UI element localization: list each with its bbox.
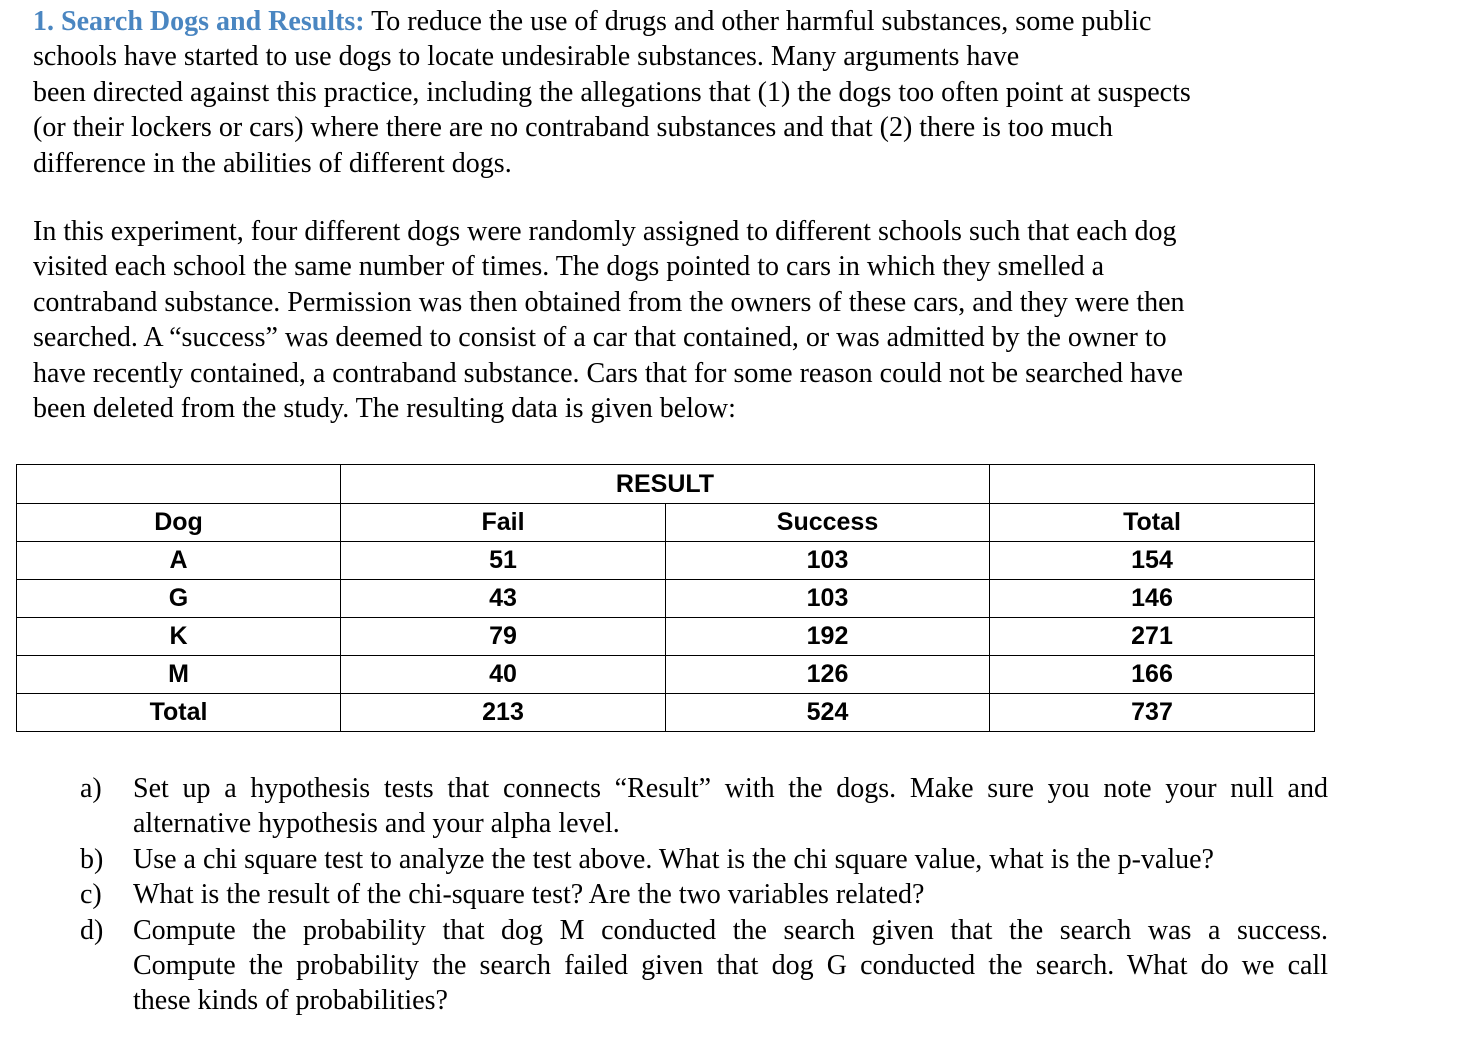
question-a bbox=[80, 771, 1328, 842]
table-row bbox=[17, 656, 1315, 694]
column-header-total: Total bbox=[990, 504, 1315, 542]
experiment-line: have recently contained, a contraband substance. Cars that for some reason could not be searched have bbox=[33, 357, 1183, 389]
total-cell: 271 bbox=[990, 618, 1315, 656]
total-cell: 166 bbox=[990, 656, 1315, 694]
intro-paragraph bbox=[33, 4, 1191, 181]
dog-cell: Total bbox=[17, 694, 341, 732]
question-b bbox=[80, 842, 1328, 877]
table-row bbox=[17, 580, 1315, 618]
success-cell: 103 bbox=[666, 580, 990, 618]
success-cell: 192 bbox=[666, 618, 990, 656]
question-line: What is the result of the chi-square test? Are the two variables related? bbox=[133, 879, 925, 911]
question-list bbox=[80, 771, 1328, 1019]
column-header-fail: Fail bbox=[341, 504, 666, 542]
dog-cell: M bbox=[17, 656, 341, 694]
intro-text: To reduce the use of drugs and other harmful substances, some public bbox=[364, 6, 1152, 37]
fail-cell: 43 bbox=[341, 580, 666, 618]
intro-line: difference in the abilities of different dogs. bbox=[33, 147, 512, 179]
intro-line: (or their lockers or cars) where there are no contraband substances and that (2) there is too much bbox=[33, 112, 1113, 144]
intro-line: schools have started to use dogs to locate undesirable substances. Many arguments have bbox=[33, 41, 1020, 73]
success-cell: 103 bbox=[666, 542, 990, 580]
total-cell: 737 bbox=[990, 694, 1315, 732]
table-row bbox=[17, 618, 1315, 656]
total-cell: 154 bbox=[990, 542, 1315, 580]
experiment-line: In this experiment, four different dogs were randomly assigned to different schools such that each dog bbox=[33, 216, 1177, 247]
question-line: Set up a hypothesis tests that connects “Result” with the dogs. Make sure you note your null and bbox=[133, 773, 1328, 804]
fail-cell: 40 bbox=[341, 656, 666, 694]
dog-cell: K bbox=[17, 618, 341, 656]
experiment-line: contraband substance. Permission was then obtained from the owners of these cars, and they were then bbox=[33, 286, 1185, 318]
question-label: a) bbox=[80, 773, 102, 804]
question-line: alternative hypothesis and your alpha level. bbox=[133, 808, 620, 840]
question-line: Compute the probability the search failed given that dog G conducted the search. What do we call bbox=[133, 950, 1328, 982]
experiment-paragraph bbox=[33, 214, 1185, 426]
question-line: these kinds of probabilities? bbox=[133, 985, 448, 1017]
section-heading: 1. Search Dogs and Results: bbox=[33, 6, 365, 37]
result-group-header: RESULT bbox=[341, 465, 990, 504]
experiment-line: visited each school the same number of times. The dogs pointed to cars in which they smelled a bbox=[33, 251, 1104, 283]
table-empty-cell bbox=[17, 465, 341, 504]
success-cell: 524 bbox=[666, 694, 990, 732]
intro-line: been directed against this practice, including the allegations that (1) the dogs too often point at suspects bbox=[33, 76, 1191, 108]
question-label: b) bbox=[80, 843, 104, 875]
dog-cell: A bbox=[17, 542, 341, 580]
column-header-dog: Dog bbox=[17, 504, 341, 542]
question-label: c) bbox=[80, 879, 102, 911]
column-header-success: Success bbox=[666, 504, 990, 542]
question-c bbox=[80, 877, 1328, 912]
experiment-line: been deleted from the study. The resulting data is given below: bbox=[33, 393, 736, 425]
success-cell: 126 bbox=[666, 656, 990, 694]
question-line: Use a chi square test to analyze the test above. What is the chi square value, what is the p-value? bbox=[133, 843, 1214, 875]
results-table bbox=[16, 464, 1315, 732]
experiment-line: searched. A “success” was deemed to consist of a car that contained, or was admitted by the owner to bbox=[33, 322, 1167, 354]
fail-cell: 79 bbox=[341, 618, 666, 656]
total-cell: 146 bbox=[990, 580, 1315, 618]
question-line: Compute the probability that dog M conducted the search given that the search was a success. bbox=[133, 914, 1328, 946]
fail-cell: 51 bbox=[341, 542, 666, 580]
intro-line bbox=[33, 4, 1191, 39]
question-d bbox=[80, 913, 1328, 1019]
table-group-header-row bbox=[17, 465, 1315, 504]
table-total-row bbox=[17, 694, 1315, 732]
table-header-row bbox=[17, 504, 1315, 542]
fail-cell: 213 bbox=[341, 694, 666, 732]
table-row bbox=[17, 542, 1315, 580]
table-empty-cell bbox=[990, 465, 1315, 504]
question-label: d) bbox=[80, 914, 104, 946]
dog-cell: G bbox=[17, 580, 341, 618]
